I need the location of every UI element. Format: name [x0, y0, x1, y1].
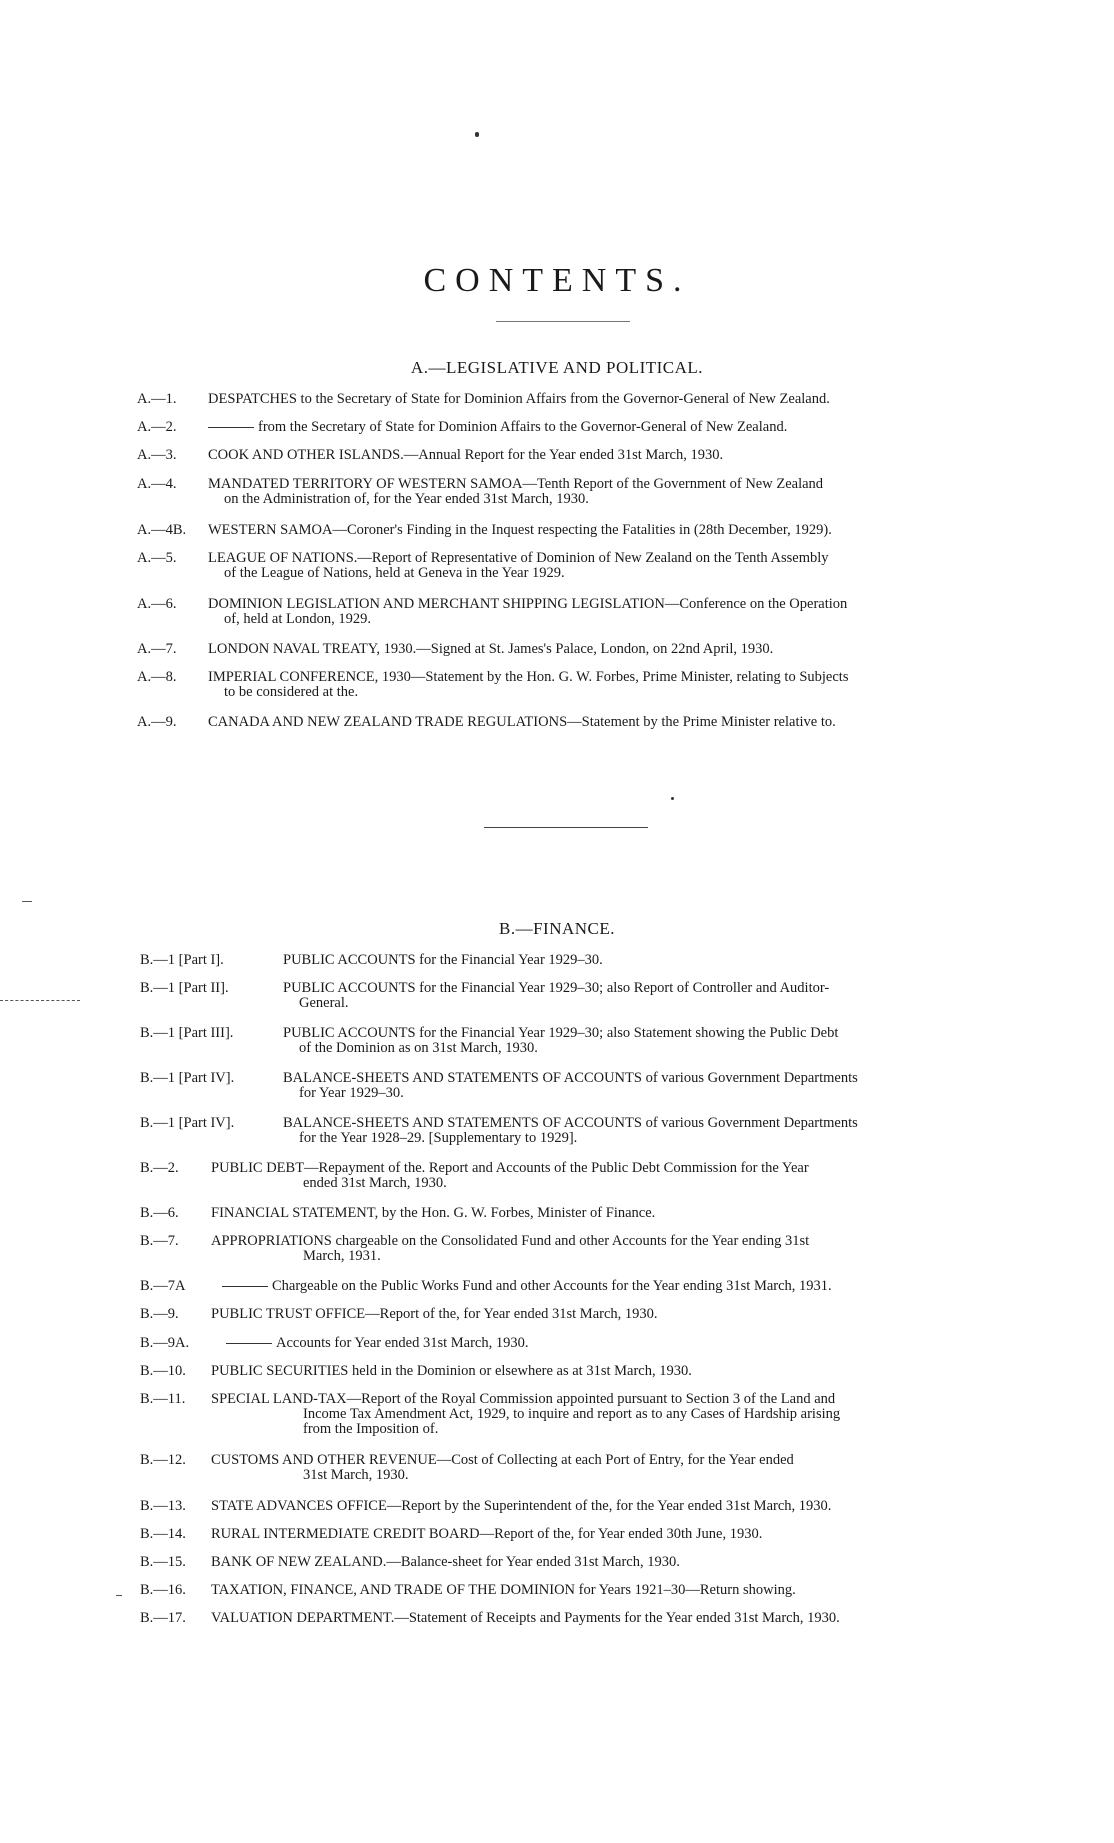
entry-code: B.—2.	[140, 1160, 179, 1176]
entry-code: B.—1 [Part IV].	[140, 1070, 235, 1086]
entry-text: BALANCE-SHEETS AND STATEMENTS OF ACCOUNTS of various Government Departments	[283, 1070, 858, 1086]
ditto-dash	[226, 1343, 272, 1344]
entry-text-continued: to be considered at the.	[224, 684, 359, 700]
entry-text: PUBLIC ACCOUNTS for the Financial Year 1929–30.	[283, 952, 603, 968]
entry-text-continued: of, held at London, 1929.	[224, 611, 371, 627]
entry-code: A.—3.	[137, 447, 177, 463]
ink-speck	[671, 797, 674, 800]
entry-text: from the Secretary of State for Dominion Affairs to the Governor-General of New Zealand.	[258, 419, 788, 435]
entry-text: SPECIAL LAND-TAX—Report of the Royal Commission appointed pursuant to Section 3 of the Land and	[211, 1391, 836, 1407]
entry-code: B.—1 [Part IV].	[140, 1115, 235, 1131]
entry-code: A.—4B.	[137, 522, 187, 538]
entry-code: A.—2.	[137, 419, 177, 435]
entry-text: DOMINION LEGISLATION AND MERCHANT SHIPPING LEGISLATION—Conference on the Operation	[208, 596, 848, 612]
entry-text: PUBLIC SECURITIES held in the Dominion or elsewhere as at 31st March, 1930.	[211, 1363, 692, 1379]
entry-code: B.—1 [Part III].	[140, 1025, 234, 1041]
entry-text-continued: 31st March, 1930.	[303, 1467, 409, 1483]
entry-text-continued: for Year 1929–30.	[299, 1085, 404, 1101]
entry-text: VALUATION DEPARTMENT.—Statement of Receipts and Payments for the Year ended 31st March, 1930.	[211, 1610, 840, 1626]
title-rule	[496, 321, 630, 322]
entry-text: WESTERN SAMOA—Coroner's Finding in the Inquest respecting the Fatalities in (28th December, 1929).	[208, 522, 832, 538]
entry-text: DESPATCHES to the Secretary of State for Dominion Affairs from the Governor-General of New Zealand.	[208, 391, 830, 407]
entry-code: B.—1 [Part II].	[140, 980, 229, 996]
entry-text: COOK AND OTHER ISLANDS.—Annual Report for the Year ended 31st March, 1930.	[208, 447, 724, 463]
entry-text: CANADA AND NEW ZEALAND TRADE REGULATIONS—Statement by the Prime Minister relative to.	[208, 714, 836, 730]
scan-mark	[0, 1000, 80, 1001]
entry-text: PUBLIC DEBT—Repayment of the. Report and Accounts of the Public Debt Commission for the Year	[211, 1160, 809, 1176]
entry-text-continued: of the Dominion as on 31st March, 1930.	[299, 1040, 538, 1056]
entry-text: APPROPRIATIONS chargeable on the Consolidated Fund and other Accounts for the Year ending 31st	[211, 1233, 810, 1249]
ditto-dash	[208, 427, 254, 428]
entry-text-continued: ended 31st March, 1930.	[303, 1175, 447, 1191]
entry-text: MANDATED TERRITORY OF WESTERN SAMOA—Tenth Report of the Government of New Zealand	[208, 476, 824, 492]
entry-code: A.—1.	[137, 391, 177, 407]
entry-text: STATE ADVANCES OFFICE—Report by the Superintendent of the, for the Year ended 31st March, 1930.	[211, 1498, 832, 1514]
entry-text: Chargeable on the Public Works Fund and other Accounts for the Year ending 31st March, 1931.	[272, 1278, 832, 1294]
entry-code: B.—11.	[140, 1391, 186, 1407]
entry-text-continued: from the Imposition of.	[303, 1421, 439, 1437]
entry-text: FINANCIAL STATEMENT, by the Hon. G. W. Forbes, Minister of Finance.	[211, 1205, 656, 1221]
entry-text: Accounts for Year ended 31st March, 1930.	[276, 1335, 529, 1351]
entry-code: B.—12.	[140, 1452, 186, 1468]
entry-code: B.—17.	[140, 1610, 186, 1626]
entry-code: B.—1 [Part I].	[140, 952, 224, 968]
section-b-heading: B.—FINANCE.	[498, 919, 615, 938]
ink-speck	[475, 132, 479, 137]
scan-mark	[22, 901, 32, 902]
entry-code: B.—13.	[140, 1498, 186, 1514]
entry-text: RURAL INTERMEDIATE CREDIT BOARD—Report of the, for Year ended 30th June, 1930.	[211, 1526, 763, 1542]
entry-text: PUBLIC TRUST OFFICE—Report of the, for Year ended 31st March, 1930.	[211, 1306, 658, 1322]
entry-text-continued: of the League of Nations, held at Geneva in the Year 1929.	[224, 565, 565, 581]
page-title: CONTENTS.	[423, 262, 691, 299]
entry-text: BANK OF NEW ZEALAND.—Balance-sheet for Year ended 31st March, 1930.	[211, 1554, 680, 1570]
entry-text: BALANCE-SHEETS AND STATEMENTS OF ACCOUNTS of various Government Departments	[283, 1115, 858, 1131]
entry-code: B.—10.	[140, 1363, 186, 1379]
entry-text: LONDON NAVAL TREATY, 1930.—Signed at St. James's Palace, London, on 22nd April, 1930.	[208, 641, 774, 657]
entry-code: A.—4.	[137, 476, 177, 492]
entry-code: A.—7.	[137, 641, 177, 657]
entry-text-continued: on the Administration of, for the Year ended 31st March, 1930.	[224, 491, 589, 507]
entry-text: CUSTOMS AND OTHER REVENUE—Cost of Collecting at each Port of Entry, for the Year ended	[211, 1452, 794, 1468]
entry-code: A.—5.	[137, 550, 177, 566]
entry-text-continued: General.	[299, 995, 349, 1011]
entry-code: A.—8.	[137, 669, 177, 685]
entry-code: B.—7.	[140, 1233, 179, 1249]
ditto-dash	[222, 1286, 268, 1287]
entry-code: A.—6.	[137, 596, 177, 612]
entry-code: B.—16.	[140, 1582, 186, 1598]
section-a-heading: A.—LEGISLATIVE AND POLITICAL.	[410, 358, 704, 377]
entry-code: B.—7A	[140, 1278, 186, 1294]
entry-code: B.—6.	[140, 1205, 179, 1221]
entry-code: B.—9.	[140, 1306, 179, 1322]
entry-code: B.—15.	[140, 1554, 186, 1570]
entry-code: B.—14.	[140, 1526, 186, 1542]
entry-text-continued: Income Tax Amendment Act, 1929, to inquire and report as to any Cases of Hardship arising	[303, 1406, 841, 1422]
entry-code: B.—9A.	[140, 1335, 190, 1351]
section-divider	[484, 827, 648, 828]
entry-text-continued: March, 1931.	[303, 1248, 381, 1264]
entry-text: TAXATION, FINANCE, AND TRADE OF THE DOMINION for Years 1921–30—Return showing.	[211, 1582, 796, 1598]
entry-text-continued: for the Year 1928–29. [Supplementary to 1929].	[299, 1130, 578, 1146]
entry-text: PUBLIC ACCOUNTS for the Financial Year 1929–30; also Report of Controller and Auditor-	[283, 980, 830, 996]
entry-code: A.—9.	[137, 714, 177, 730]
scan-mark	[116, 1595, 122, 1596]
entry-text: PUBLIC ACCOUNTS for the Financial Year 1929–30; also Statement showing the Public Debt	[283, 1025, 839, 1041]
entry-text: IMPERIAL CONFERENCE, 1930—Statement by the Hon. G. W. Forbes, Prime Minister, relating to Subjects	[208, 669, 849, 685]
entry-text: LEAGUE OF NATIONS.—Report of Representative of Dominion of New Zealand on the Tenth Assembly	[208, 550, 829, 566]
